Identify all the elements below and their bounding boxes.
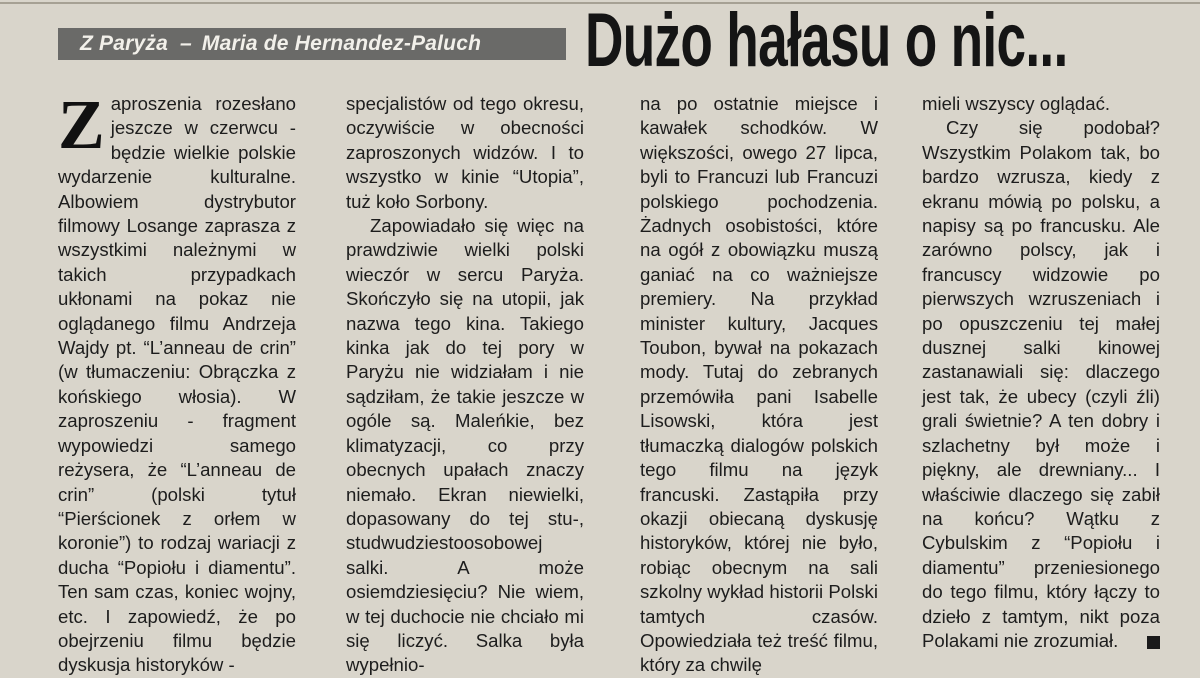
author-name: Maria de Hernandez-Paluch	[201, 32, 482, 55]
column-3	[640, 92, 878, 678]
end-of-article-mark	[1147, 636, 1160, 649]
paragraph: na po ostatnie miejsce i kawałek schodków. W większości, owego 27 lipca, byli to Francuzi lub Francuzi polskiego pochodzenia. Żadnych osobistości, które na ogół z obowiązku muszą ganiać na co ważniejsze premiery. Na przykład minister kultury, Jacques Toubon, bywał na pokazach mody. Tutaj do zebranych przemówiła pani Isabelle Lisowski, która jest tłumaczką dialogów polskich tego filmu na język francuski. Zastąpiła przy okazji obiecaną dyskusję historyków, której nie było, robiąc obecnym na sali szkolny wykład historii Polski tamtych czasów. Opowiedziała też treść filmu, który za chwilę	[640, 93, 878, 676]
section-label: Z Paryża	[80, 32, 168, 55]
column-1	[58, 87, 296, 678]
paragraph: Zapowiadało się więc na prawdziwie wielki polski wieczór w sercu Paryża. Skończyło się na utopii, jak nazwa tego kina. Takiego kinka jak do tej pory w Paryżu nie widziałam i nie sądziłam, że takie jeszcze w ogóle są. Maleńkie, bez klimatyzacji, co przy obecnych upałach znaczy niemało. Ekran niewielki, dopasowany do tej stu-, studwudziestoosobowej salki. A może osiemdziesięciu? Nie wiem, w tej duchocie nie chciało mi się liczyć. Salka była wypełnio-	[346, 215, 584, 676]
paragraph	[58, 87, 296, 678]
paragraph: mieli wszyscy oglądać.	[922, 93, 1111, 114]
kicker	[58, 32, 481, 56]
separator: –	[179, 32, 192, 55]
headline: Dużo hałasu o nic...	[585, 0, 1068, 83]
column-4	[922, 92, 1160, 653]
paragraph	[922, 116, 1160, 653]
drop-cap: Z	[58, 87, 105, 164]
paragraph: specjalistów od tego okresu, oczywiście w obecności zaproszonych widzów. I to wszystko w kinie “Utopia”, tuż koło Sorbony.	[346, 93, 584, 212]
header-bar	[58, 28, 566, 60]
column-4-text: Czy się podobał? Wszystkim Polakom tak, bo bardzo wzrusza, kiedy z ekranu mówią po polsku, a napisy są po francusku. Ale zarówno polscy, jak i francuscy widzowie po pierwszych wzruszeniach i po opuszczeniu tej małej dusznej salki kinowej zastanawiali się: dlaczego jest tak, że ubecy (czyli źli) grali świetnie? A ten dobry i szlachetny był może i piękny, ale drewniany... I właściwie dlaczego się zabił na końcu? Wątku z Cybulskim z “Popiołu i diamentu” przeniesionego do tego filmu, który łączy to dzieło z tamtym, nikt poza Polakami nie zrozumiał.	[922, 117, 1160, 651]
column-2	[346, 92, 584, 678]
column-1-text: aproszenia rozesłano jeszcze w czerwcu - będzie wielkie polskie wydarzenie kulturalne. Albowiem dystrybutor filmowy Losange zaprasza z wszystkimi należnymi w takich przypadkach ukłonami na pokaz nie oglądanego filmu Andrzeja Wajdy pt. “L’anneau de crin” (w tłumaczeniu: Obrączka z końskiego włosia). W zaproszeniu - fragment wypowiedzi samego reżysera, że “L’anneau de crin” (polski tytuł “Pierścionek z orłem w koronie”) to rodzaj wariacji z ducha “Popiołu i diamentu”. Ten sam czas, koniec wojny, etc. I zapowiedź, że po obejrzeniu filmu będzie dyskusja historyków -	[58, 93, 296, 676]
